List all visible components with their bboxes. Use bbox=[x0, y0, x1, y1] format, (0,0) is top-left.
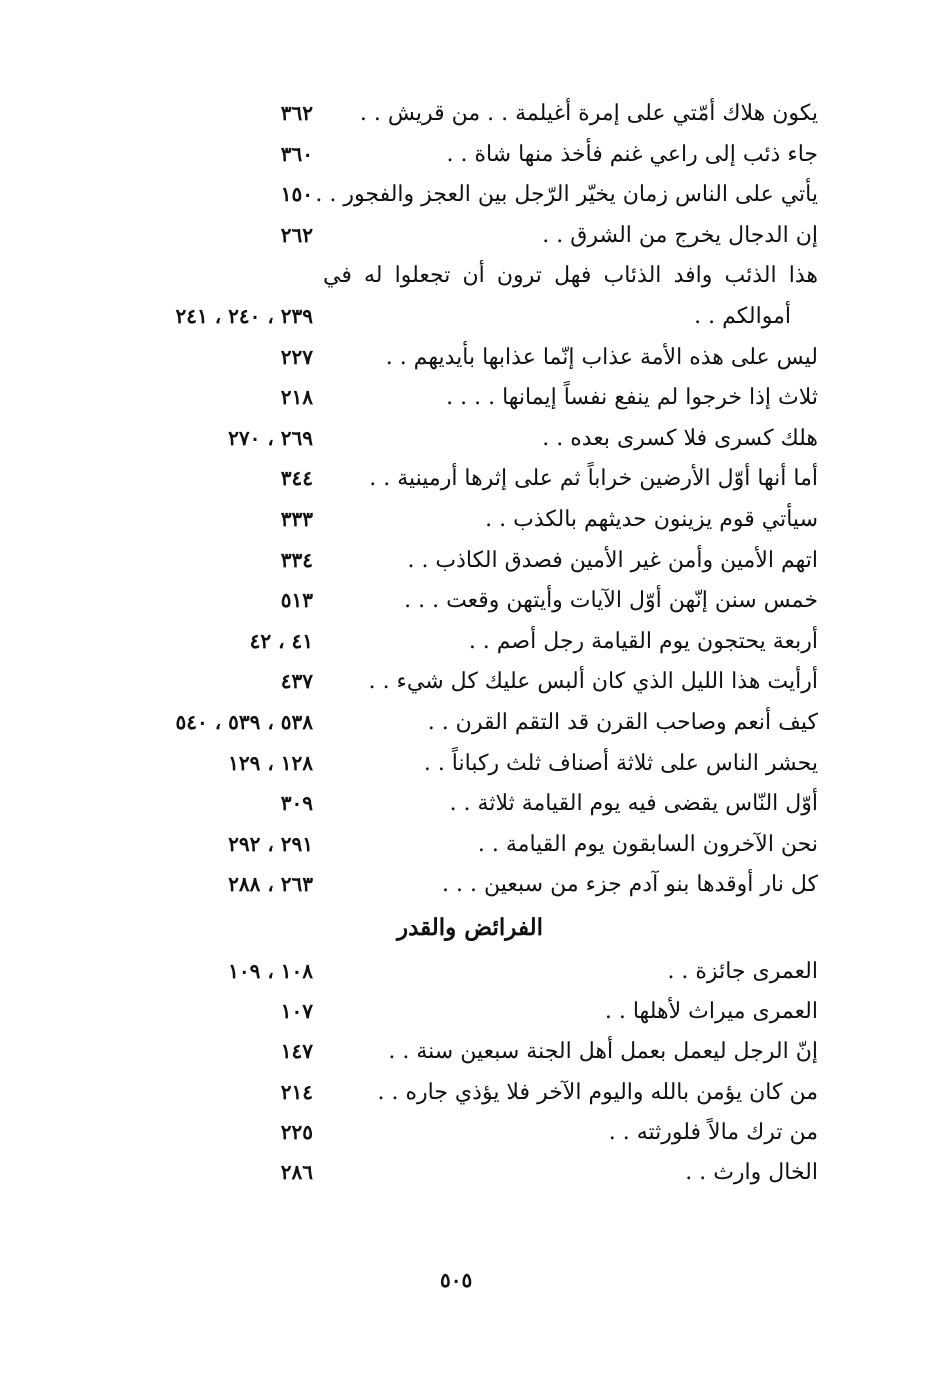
entry-pages: ٤٣٧ bbox=[280, 669, 313, 694]
entry-pages: ١٢٨ ، ١٢٩ bbox=[228, 750, 313, 775]
entry-text: أربعة يحتجون يوم القيامة رجل أصم . . bbox=[468, 628, 818, 654]
entry-pages: ٢٣٩ ، ٢٤٠ ، ٢٤١ bbox=[175, 303, 313, 328]
entry-text: يحشر الناس على ثلاثة أصناف ثلث ركباناً . . bbox=[423, 750, 818, 776]
entry-text: أوّل النّاس يقضى فيه يوم القيامة ثلاثة . . bbox=[449, 791, 818, 817]
entry-pages: ٣٦٠ bbox=[280, 141, 313, 166]
entry-text: اتهم الأمين وأمن غير الأمين فصدق الكاذب . . bbox=[407, 547, 818, 573]
entry-text: سيأتي قوم يزينون حديثهم بالكذب . . bbox=[485, 506, 818, 532]
index-entry bbox=[0, 787, 943, 828]
index-entry bbox=[0, 995, 943, 1035]
entry-text: يأتي على الناس زمان يخيّر الرّجل بين العجز والفجور . . bbox=[315, 182, 818, 208]
index-entry bbox=[0, 219, 943, 260]
index-entry bbox=[0, 341, 943, 382]
entry-pages: ٢١٤ bbox=[280, 1079, 313, 1104]
entry-pages: ١٠٨ ، ١٠٩ bbox=[228, 959, 313, 983]
index-entry bbox=[0, 665, 943, 706]
entry-pages: ٣٠٩ bbox=[280, 791, 313, 816]
entry-pages: ٥٣٨ ، ٥٣٩ ، ٥٤٠ bbox=[175, 709, 313, 734]
index-entry bbox=[0, 625, 943, 666]
index-entry bbox=[0, 1156, 943, 1196]
index-entry bbox=[0, 178, 943, 219]
section-entries bbox=[0, 955, 943, 1196]
entry-pages: ٢٦٢ bbox=[280, 222, 313, 247]
index-entry bbox=[0, 97, 943, 138]
entry-text: كل نار أوقدها بنو آدم جزء من سبعين . . . bbox=[442, 872, 818, 898]
entry-text: إن الدجال يخرج من الشرق . . bbox=[542, 222, 818, 248]
entry-text: الخال وارث . . bbox=[685, 1159, 818, 1185]
index-entry bbox=[0, 259, 943, 300]
entry-text: من كان يؤمن بالله واليوم الآخر فلا يؤذي جاره . . bbox=[377, 1079, 818, 1105]
entry-text: العمرى ميراث لأهلها . . bbox=[604, 999, 818, 1025]
entry-pages: ٢٢٥ bbox=[280, 1119, 313, 1144]
entry-text: ليس على هذه الأمة عذاب إنّما عذابها بأيديهم . . bbox=[385, 344, 818, 370]
index-entry bbox=[0, 544, 943, 585]
section-heading: الفرائض والقدر bbox=[396, 914, 543, 941]
entry-pages: ٢٦٣ ، ٢٨٨ bbox=[228, 872, 313, 897]
entry-pages: ٣٦٢ bbox=[280, 101, 313, 125]
index-entry bbox=[0, 1035, 943, 1075]
entry-pages: ٣٣٤ bbox=[280, 547, 313, 572]
index-entry bbox=[0, 955, 943, 995]
entry-text: كيف أنعم وصاحب القرن قد التقم القرن . . bbox=[427, 709, 818, 735]
entry-text: خمس سنن إنّهن أوّل الآيات وأيتهن وقعت . . . bbox=[404, 588, 818, 614]
entry-pages: ٢١٨ bbox=[280, 385, 313, 410]
entry-pages: ١٠٧ bbox=[280, 999, 313, 1024]
entry-pages: ٣٤٤ bbox=[280, 466, 313, 491]
index-entry bbox=[0, 1076, 943, 1116]
index-entry bbox=[0, 503, 943, 544]
entry-pages: ١٤٧ bbox=[280, 1039, 313, 1064]
entry-text: هلك كسرى فلا كسرى بعده . . bbox=[542, 425, 818, 451]
index-entry bbox=[0, 828, 943, 869]
index-entry bbox=[0, 747, 943, 788]
entry-text: نحن الآخرون السابقون يوم القيامة . . bbox=[477, 831, 818, 857]
entry-text: جاء ذئب إلى راعي غنم فأخذ منها شاة . . bbox=[446, 141, 818, 167]
entry-text: إنّ الرجل ليعمل بعمل أهل الجنة سبعين سنة . . bbox=[388, 1039, 818, 1065]
index-entry bbox=[0, 462, 943, 503]
entry-pages: ٤١ ، ٤٢ bbox=[249, 628, 313, 653]
entry-text: ثلاث إذا خرجوا لم ينفع نفساً إيمانها . . . . bbox=[446, 385, 818, 411]
index-entry bbox=[0, 584, 943, 625]
entry-text: أموالكم . . bbox=[694, 303, 791, 329]
entry-text: العمرى جائزة . . bbox=[667, 959, 818, 984]
index-entry bbox=[0, 1116, 943, 1156]
entry-text: أرأيت هذا الليل الذي كان ألبس عليك كل شيء . . bbox=[368, 669, 818, 695]
index-entries bbox=[0, 97, 943, 909]
entry-pages: ٢٨٦ bbox=[280, 1159, 313, 1184]
entry-text: أما أنها أوّل الأرضين خراباً ثم على إثرها أرمينية . . bbox=[369, 466, 818, 492]
index-entry bbox=[0, 381, 943, 422]
entry-pages: ٢٦٩ ، ٢٧٠ bbox=[228, 425, 313, 450]
entry-pages: ٣٣٣ bbox=[280, 506, 313, 531]
index-entry bbox=[0, 300, 943, 341]
entry-text: هذا الذئب وافد الذئاب فهل ترون أن تجعلوا له في bbox=[323, 263, 818, 289]
entry-pages: ٥١٣ bbox=[280, 588, 313, 613]
entry-pages: ١٥٠ bbox=[280, 182, 313, 207]
entry-text: يكون هلاك أمّتي على إمرة أغيلمة . . من قريش . . bbox=[359, 101, 818, 126]
index-entry bbox=[0, 422, 943, 463]
index-entry bbox=[0, 868, 943, 909]
entry-pages: ٢٩١ ، ٢٩٢ bbox=[228, 831, 313, 856]
page-number: ٥٠٥ bbox=[440, 1268, 473, 1292]
entry-text: من ترك مالاً فلورثته . . bbox=[608, 1119, 818, 1145]
entry-pages: ٢٢٧ bbox=[280, 344, 313, 369]
index-entry bbox=[0, 706, 943, 747]
index-entry bbox=[0, 138, 943, 179]
